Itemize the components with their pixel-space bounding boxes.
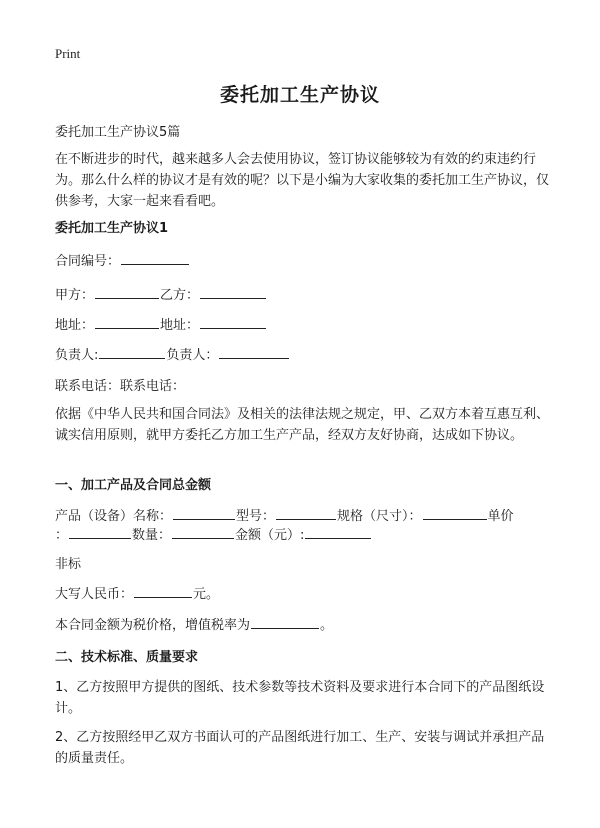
spec-blank bbox=[423, 505, 487, 520]
product-blank bbox=[173, 505, 235, 520]
quantity-label: 数量： bbox=[132, 528, 172, 543]
print-label[interactable]: Print bbox=[55, 46, 81, 61]
unit-price-suffix: ： bbox=[55, 528, 69, 543]
quantity-blank bbox=[172, 524, 234, 539]
document-subtitle: 委托加工生产协议5篇 bbox=[55, 125, 181, 140]
rmb-line bbox=[55, 583, 219, 602]
address-a-blank bbox=[95, 314, 159, 329]
amount-label: 金额（元）: bbox=[235, 528, 305, 543]
spec-label: 规格（尺寸）： bbox=[337, 509, 422, 524]
heading-product-amount: 一、加工产品及合同总金额 bbox=[55, 478, 212, 493]
product-line bbox=[55, 505, 514, 524]
requirement-item-1: 1、乙方按照甲方提供的图纸、技术参数等技术资料及要求进行本合同下的产品图纸设计。 bbox=[55, 680, 545, 716]
model-blank bbox=[276, 505, 336, 520]
tax-label: 本合同金额为税价格，增值税率为 bbox=[55, 618, 251, 633]
nonstandard-text: 非标 bbox=[55, 557, 82, 572]
unit-price-label: 单价 bbox=[487, 509, 514, 524]
requirement-item-2: 2、乙方按照经甲乙双方书面认可的产品图纸进行加工、生产、安装与调试并承担产品的质量责任。 bbox=[55, 730, 545, 766]
model-label: 型号： bbox=[236, 509, 276, 524]
quantity-amount-line bbox=[55, 524, 372, 543]
basis-paragraph: 依据《中华人民共和国合同法》及相关的法律法规之规定，甲、乙双方本着互惠互利、诚实信用原则，就甲方委托乙方加工生产产品，经双方友好协商，达成如下协议。 bbox=[55, 407, 550, 443]
address-line bbox=[55, 314, 267, 333]
address-a-label: 地址： bbox=[55, 318, 95, 333]
tax-blank bbox=[251, 614, 319, 629]
rmb-blank bbox=[134, 583, 192, 598]
contract-number-line bbox=[55, 250, 190, 269]
parties-line bbox=[55, 284, 267, 303]
heading-technical-standards: 二、技术标准、质量要求 bbox=[55, 650, 199, 665]
party-b-blank bbox=[200, 284, 266, 299]
phone-line: 联系电话：联系电话： bbox=[55, 379, 186, 394]
person-b-blank bbox=[219, 344, 289, 359]
person-a-label: 负责人: bbox=[55, 348, 99, 363]
product-label: 产品（设备）名称： bbox=[55, 509, 173, 524]
party-a-label: 甲方： bbox=[55, 288, 95, 303]
rmb-label: 大写人民币： bbox=[55, 587, 134, 602]
address-b-label: 地址： bbox=[160, 318, 200, 333]
page-title: 委托加工生产协议 bbox=[219, 84, 380, 106]
person-b-label: 负责人： bbox=[166, 348, 219, 363]
intro-paragraph: 在不断进步的时代，越来越多人会去使用协议，签订协议能够较为有效的约束违约行为。那么什么样的协议才是有效的呢？以下是小编为大家收集的委托加工生产协议，仅供参考，大家一起来看看吧。 bbox=[55, 152, 550, 209]
address-b-blank bbox=[200, 314, 266, 329]
party-a-blank bbox=[95, 284, 159, 299]
amount-blank bbox=[305, 524, 371, 539]
section-heading: 委托加工生产协议1 bbox=[55, 221, 169, 236]
unit-price-blank bbox=[69, 524, 131, 539]
tax-suffix: 。 bbox=[320, 618, 334, 633]
person-in-charge-line bbox=[55, 344, 290, 363]
person-a-blank bbox=[99, 344, 165, 359]
contract-number-blank bbox=[121, 250, 189, 265]
tax-line bbox=[55, 614, 333, 633]
party-b-label: 乙方： bbox=[160, 288, 200, 303]
rmb-suffix: 元。 bbox=[193, 587, 220, 602]
contract-number-label: 合同编号： bbox=[55, 254, 121, 269]
